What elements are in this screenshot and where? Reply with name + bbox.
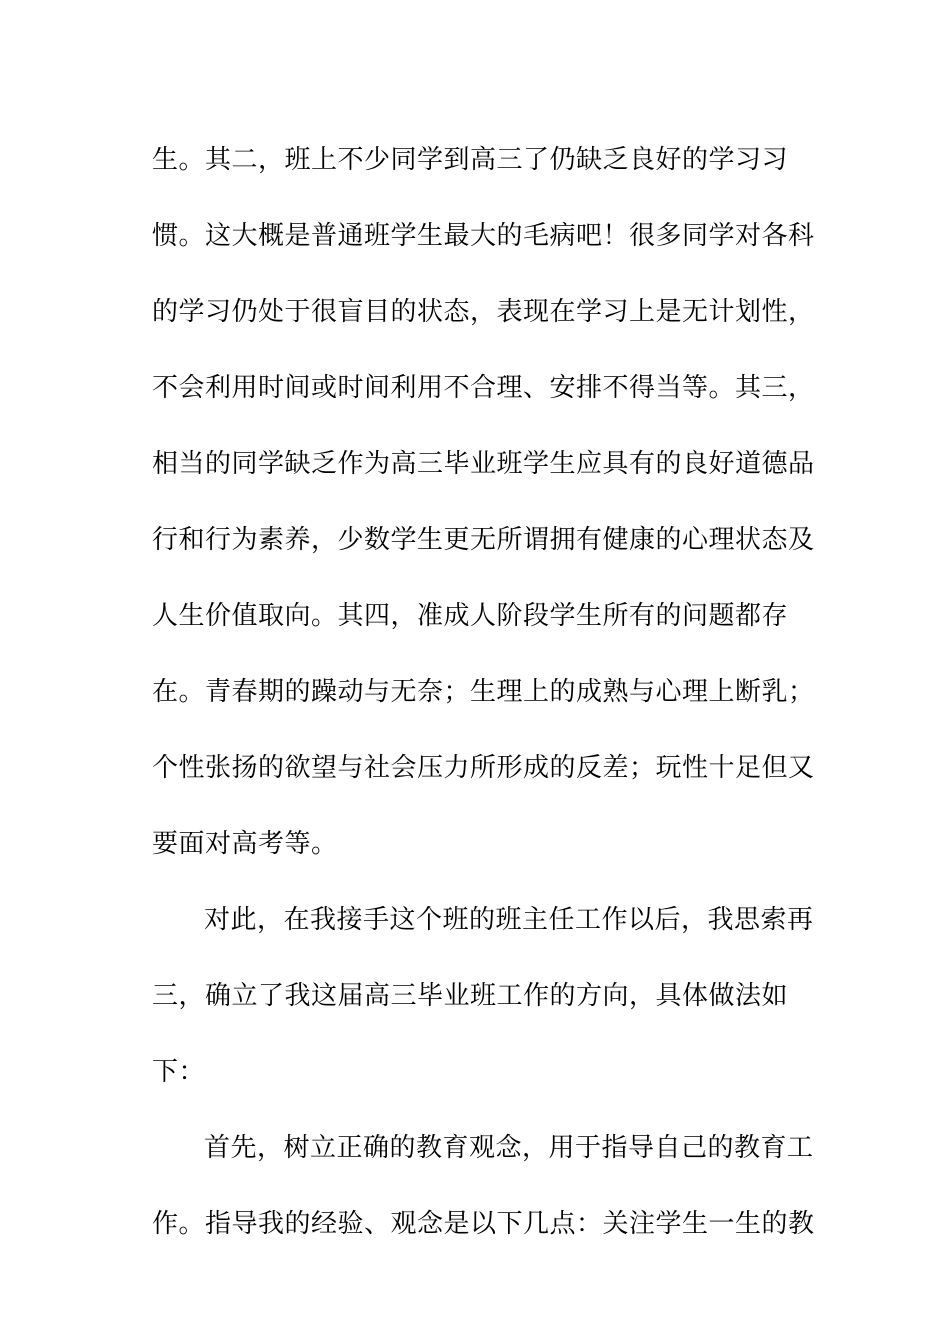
text-line: 不会利用时间或时间利用不合理、安排不得当等。其三， bbox=[152, 373, 815, 403]
text-line: 作。指导我的经验、观念是以下几点：关注学生一生的教 bbox=[152, 1209, 815, 1239]
body-text bbox=[152, 122, 815, 1262]
text-line: 要面对高考等。 bbox=[152, 829, 338, 859]
paragraph-start-line: 对此，在我接手这个班的班主任工作以后，我思索再 bbox=[204, 905, 814, 935]
text-line: 人生价值取向。其四，准成人阶段学生所有的问题都存 bbox=[152, 601, 789, 631]
text-line: 三，确立了我这届高三毕业班工作的方向，具体做法如 bbox=[152, 981, 789, 1011]
text-line: 在。青春期的躁动与无奈；生理上的成熟与心理上断乳； bbox=[152, 677, 815, 707]
text-line: 惯。这大概是普通班学生最大的毛病吧！很多同学对各科 bbox=[152, 221, 815, 251]
paragraph-start-line: 首先，树立正确的教育观念，用于指导自己的教育工 bbox=[204, 1133, 814, 1163]
text-line: 生。其二，班上不少同学到高三了仍缺乏良好的学习习 bbox=[152, 145, 789, 175]
text-line: 相当的同学缺乏作为高三毕业班学生应具有的良好道德品 bbox=[152, 449, 815, 479]
text-line: 个性张扬的欲望与社会压力所形成的反差；玩性十足但又 bbox=[152, 753, 815, 783]
text-line: 行和行为素养，少数学生更无所谓拥有健康的心理状态及 bbox=[152, 525, 815, 555]
text-line: 的学习仍处于很盲目的状态，表现在学习上是无计划性， bbox=[152, 297, 815, 327]
text-line: 下： bbox=[152, 1057, 206, 1087]
